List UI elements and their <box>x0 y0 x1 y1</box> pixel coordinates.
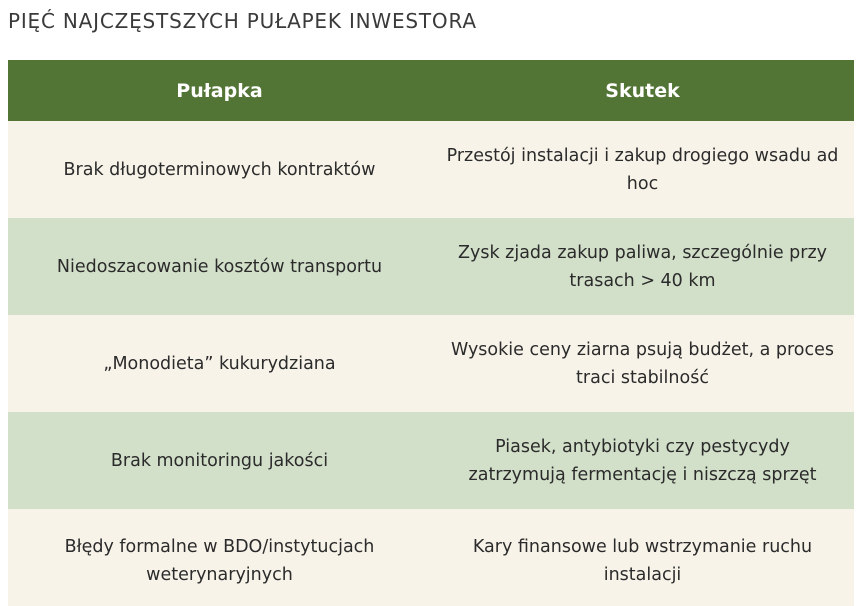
effect-cell: Przestój instalacji i zakup drogiego wsadu ad hoc <box>446 145 839 194</box>
table-row <box>8 412 854 509</box>
effect-cell: Zysk zjada zakup paliwa, szczególnie przy trasach > 40 km <box>458 242 827 291</box>
table-row <box>8 121 854 218</box>
traps-table <box>8 60 854 606</box>
effect-cell: Wysokie ceny ziarna psują budżet, a proces traci stabilność <box>450 339 835 388</box>
trap-cell: Brak monitoringu jakości <box>110 450 329 471</box>
trap-cell: Niedoszacowanie kosztów transportu <box>56 256 383 277</box>
effect-cell: Kary finansowe lub wstrzymanie ruchu instalacji <box>472 537 813 585</box>
table-row <box>8 315 854 412</box>
page-title: PIĘĆ NAJCZĘSTSZYCH PUŁAPEK INWESTORA <box>8 9 477 33</box>
trap-cell: Błędy formalne w BDO/instytucjach weterynaryjnych <box>64 537 375 585</box>
table-row <box>8 218 854 315</box>
table-row <box>8 509 854 606</box>
effect-cell: Piasek, antybiotyki czy pestycydy zatrzymują fermentację i niszczą sprzęt <box>468 436 817 485</box>
table-header <box>8 60 854 121</box>
header-effect: Skutek <box>605 79 680 102</box>
trap-cell: „Monodieta” kukurydziana <box>103 353 336 374</box>
trap-cell: Brak długoterminowych kontraktów <box>63 159 376 180</box>
header-trap: Pułapka <box>176 79 263 102</box>
